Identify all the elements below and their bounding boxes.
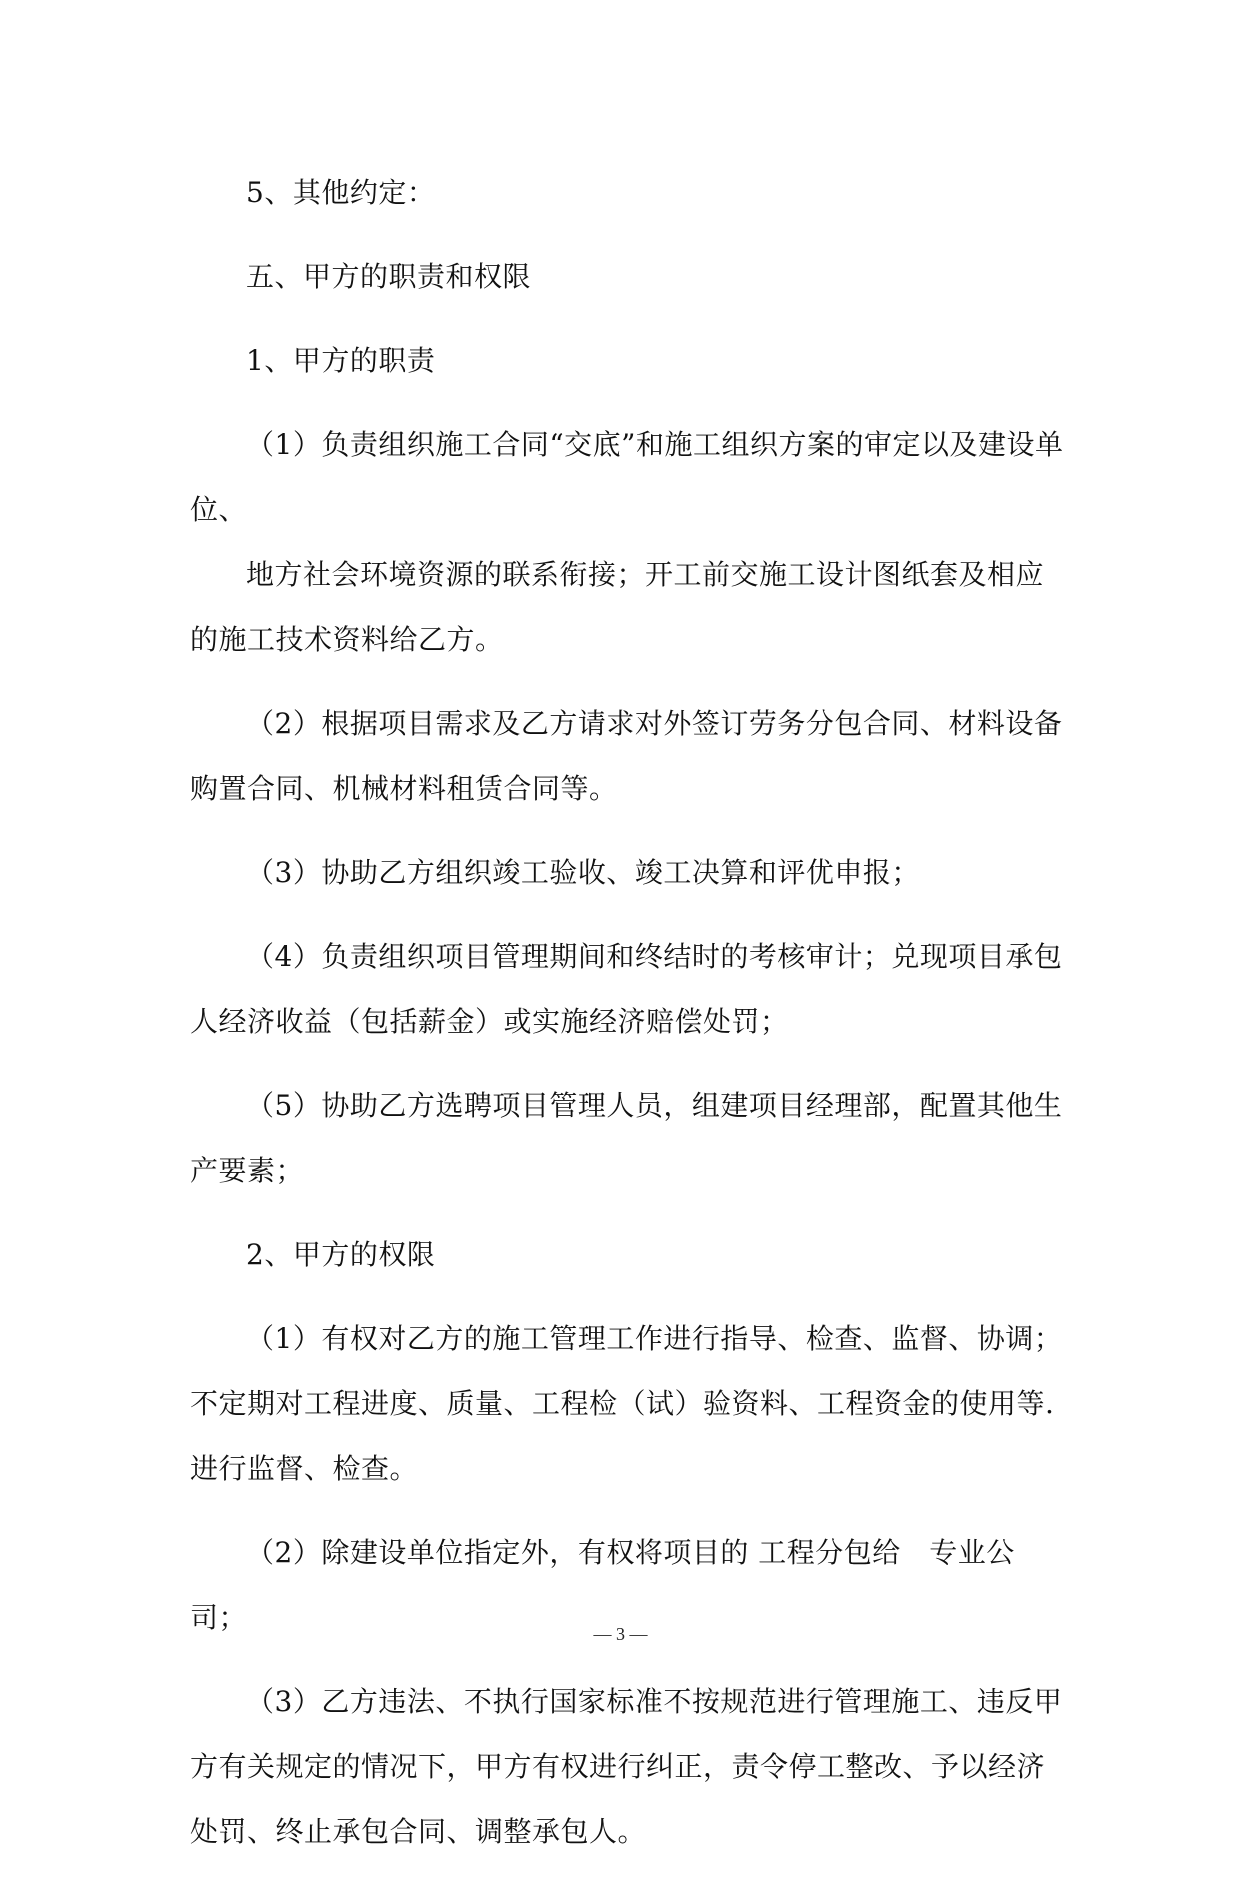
paragraph-duty-1-continued: 地方社会环境资源的联系衔接；开工前交施工设计图纸套及相应的施工技术资料给乙方。 [190,558,1045,656]
paragraph-duty-2: （2）根据项目需求及乙方请求对外签订劳务分包合同、材料设备购置合同、机械材料租赁合同等。 [190,707,1063,805]
paragraph-right-1: （1）有权对乙方的施工管理工作进行指导、检查、监督、协调；不定期对工程进度、质量、工程检（试）验资料、工程资金的使用等.进行监督、检查。 [190,1322,1063,1485]
paragraph-other-agreement: 5、其他约定： [246,176,436,209]
paragraph-duty-1: （1）负责组织施工合同“交底”和施工组织方案的审定以及建设单位、 [190,428,1064,526]
page-number: — 3 — [593,1624,648,1644]
subheading-party-a-rights: 2、甲方的权限 [246,1238,436,1271]
section-heading-party-a-duties-rights: 五、甲方的职责和权限 [246,260,532,293]
paragraph-duty-5: （5）协助乙方选聘项目管理人员，组建项目经理部，配置其他生产要素； [190,1089,1063,1187]
paragraph-right-3: （3）乙方违法、不执行国家标准不按规范进行管理施工、违反甲方有关规定的情况下，甲方有权进行纠正，责令停工整改、予以经济处罚、终止承包合同、调整承包人。 [190,1685,1063,1848]
paragraph-right-2: （2）除建设单位指定外，有权将项目的 工程分包给 专业公司； [190,1536,1015,1634]
paragraph-duty-4: （4）负责组织项目管理期间和终结时的考核审计；兑现项目承包人经济收益（包括薪金）或实施经济赔偿处罚； [190,940,1063,1038]
paragraph-duty-3: （3）协助乙方组织竣工验收、竣工决算和评优申报； [246,856,920,889]
subheading-party-a-duties: 1、甲方的职责 [246,344,436,377]
